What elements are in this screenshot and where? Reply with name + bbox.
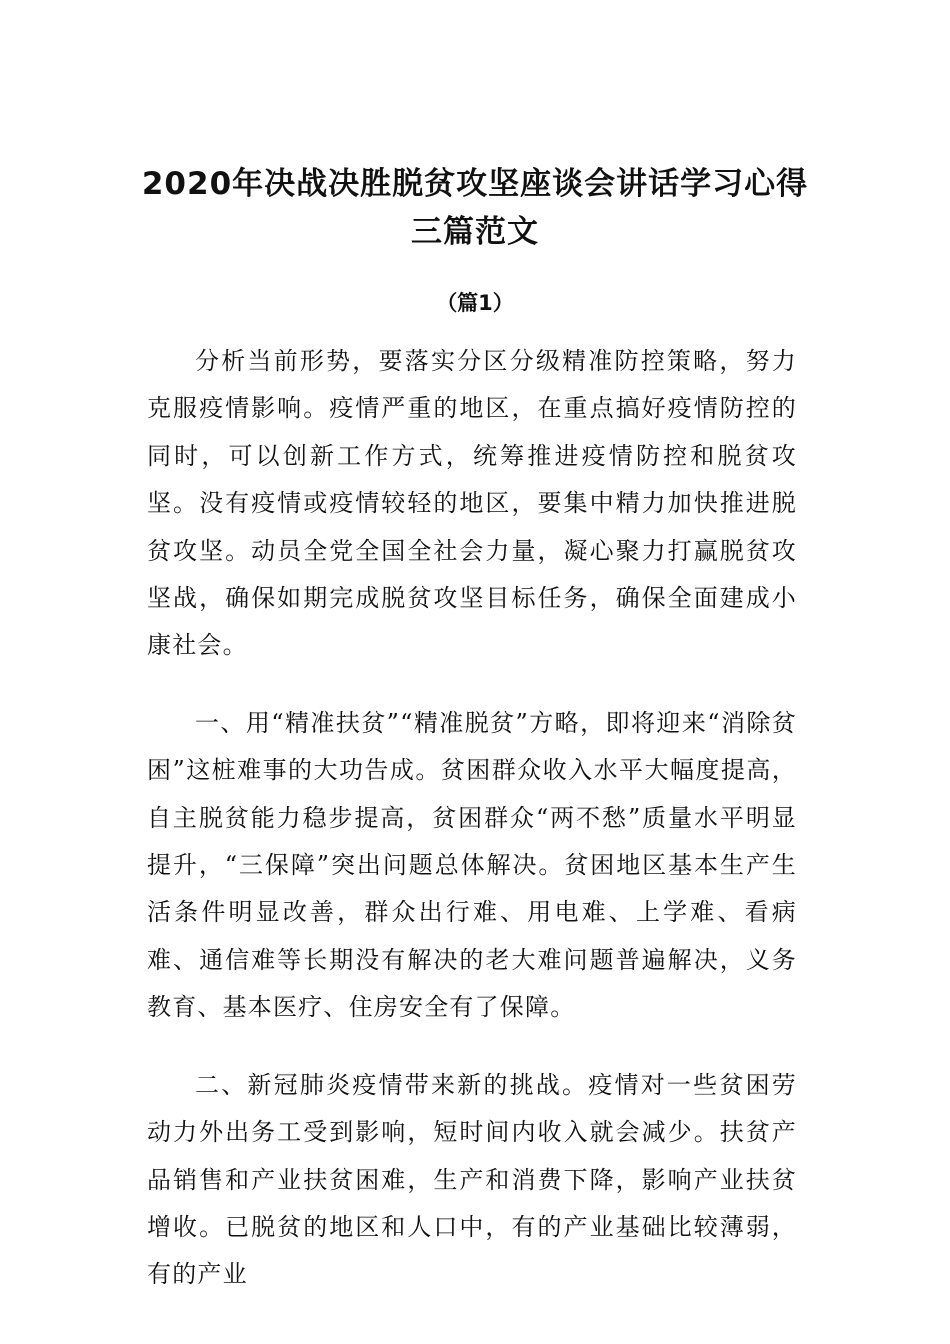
paragraph-point-two: 二、新冠肺炎疫情带来新的挑战。疫情对一些贫困劳动力外出务工受到影响，短时间内收入就会减少。扶贫产品销售和产业扶贫困难，生产和消费下降，影响产业扶贫增收。已脱贫的地区和人口中，有的产业基础比较薄弱，有的产业 [147, 1070, 797, 1289]
section-label: （篇1） [436, 291, 514, 315]
document-title: 2020年决战决胜脱贫攻坚座谈会讲话学习心得三篇范文 [141, 166, 809, 250]
document-body [147, 338, 797, 1329]
paragraph-point-one: 一、用“精准扶贫”“精准脱贫”方略，即将迎来“消除贫困”这桩难事的大功告成。贫困群众收入水平大幅度提高，自主脱贫能力稳步提高，贫困群众“两不愁”质量水平明显提升，“三保障”突出问题总体解决。贫困地区基本生产生活条件明显改善，群众出行难、用电难、上学难、看病难、通信难等长期没有解决的老大难问题普遍解决，义务教育、基本医疗、住房安全有了保障。 [147, 708, 797, 1022]
paragraph-intro: 分析当前形势，要落实分区分级精准防控策略，努力克服疫情影响。疫情严重的地区，在重点搞好疫情防控的同时，可以创新工作方式，统筹推进疫情防控和脱贫攻坚。没有疫情或疫情较轻的地区，要集中精力加快推进脱贫攻坚。动员全党全国全社会力量，凝心聚力打赢脱贫攻坚战，确保如期完成脱贫攻坚目标任务，确保全面建成小康社会。 [147, 347, 797, 660]
